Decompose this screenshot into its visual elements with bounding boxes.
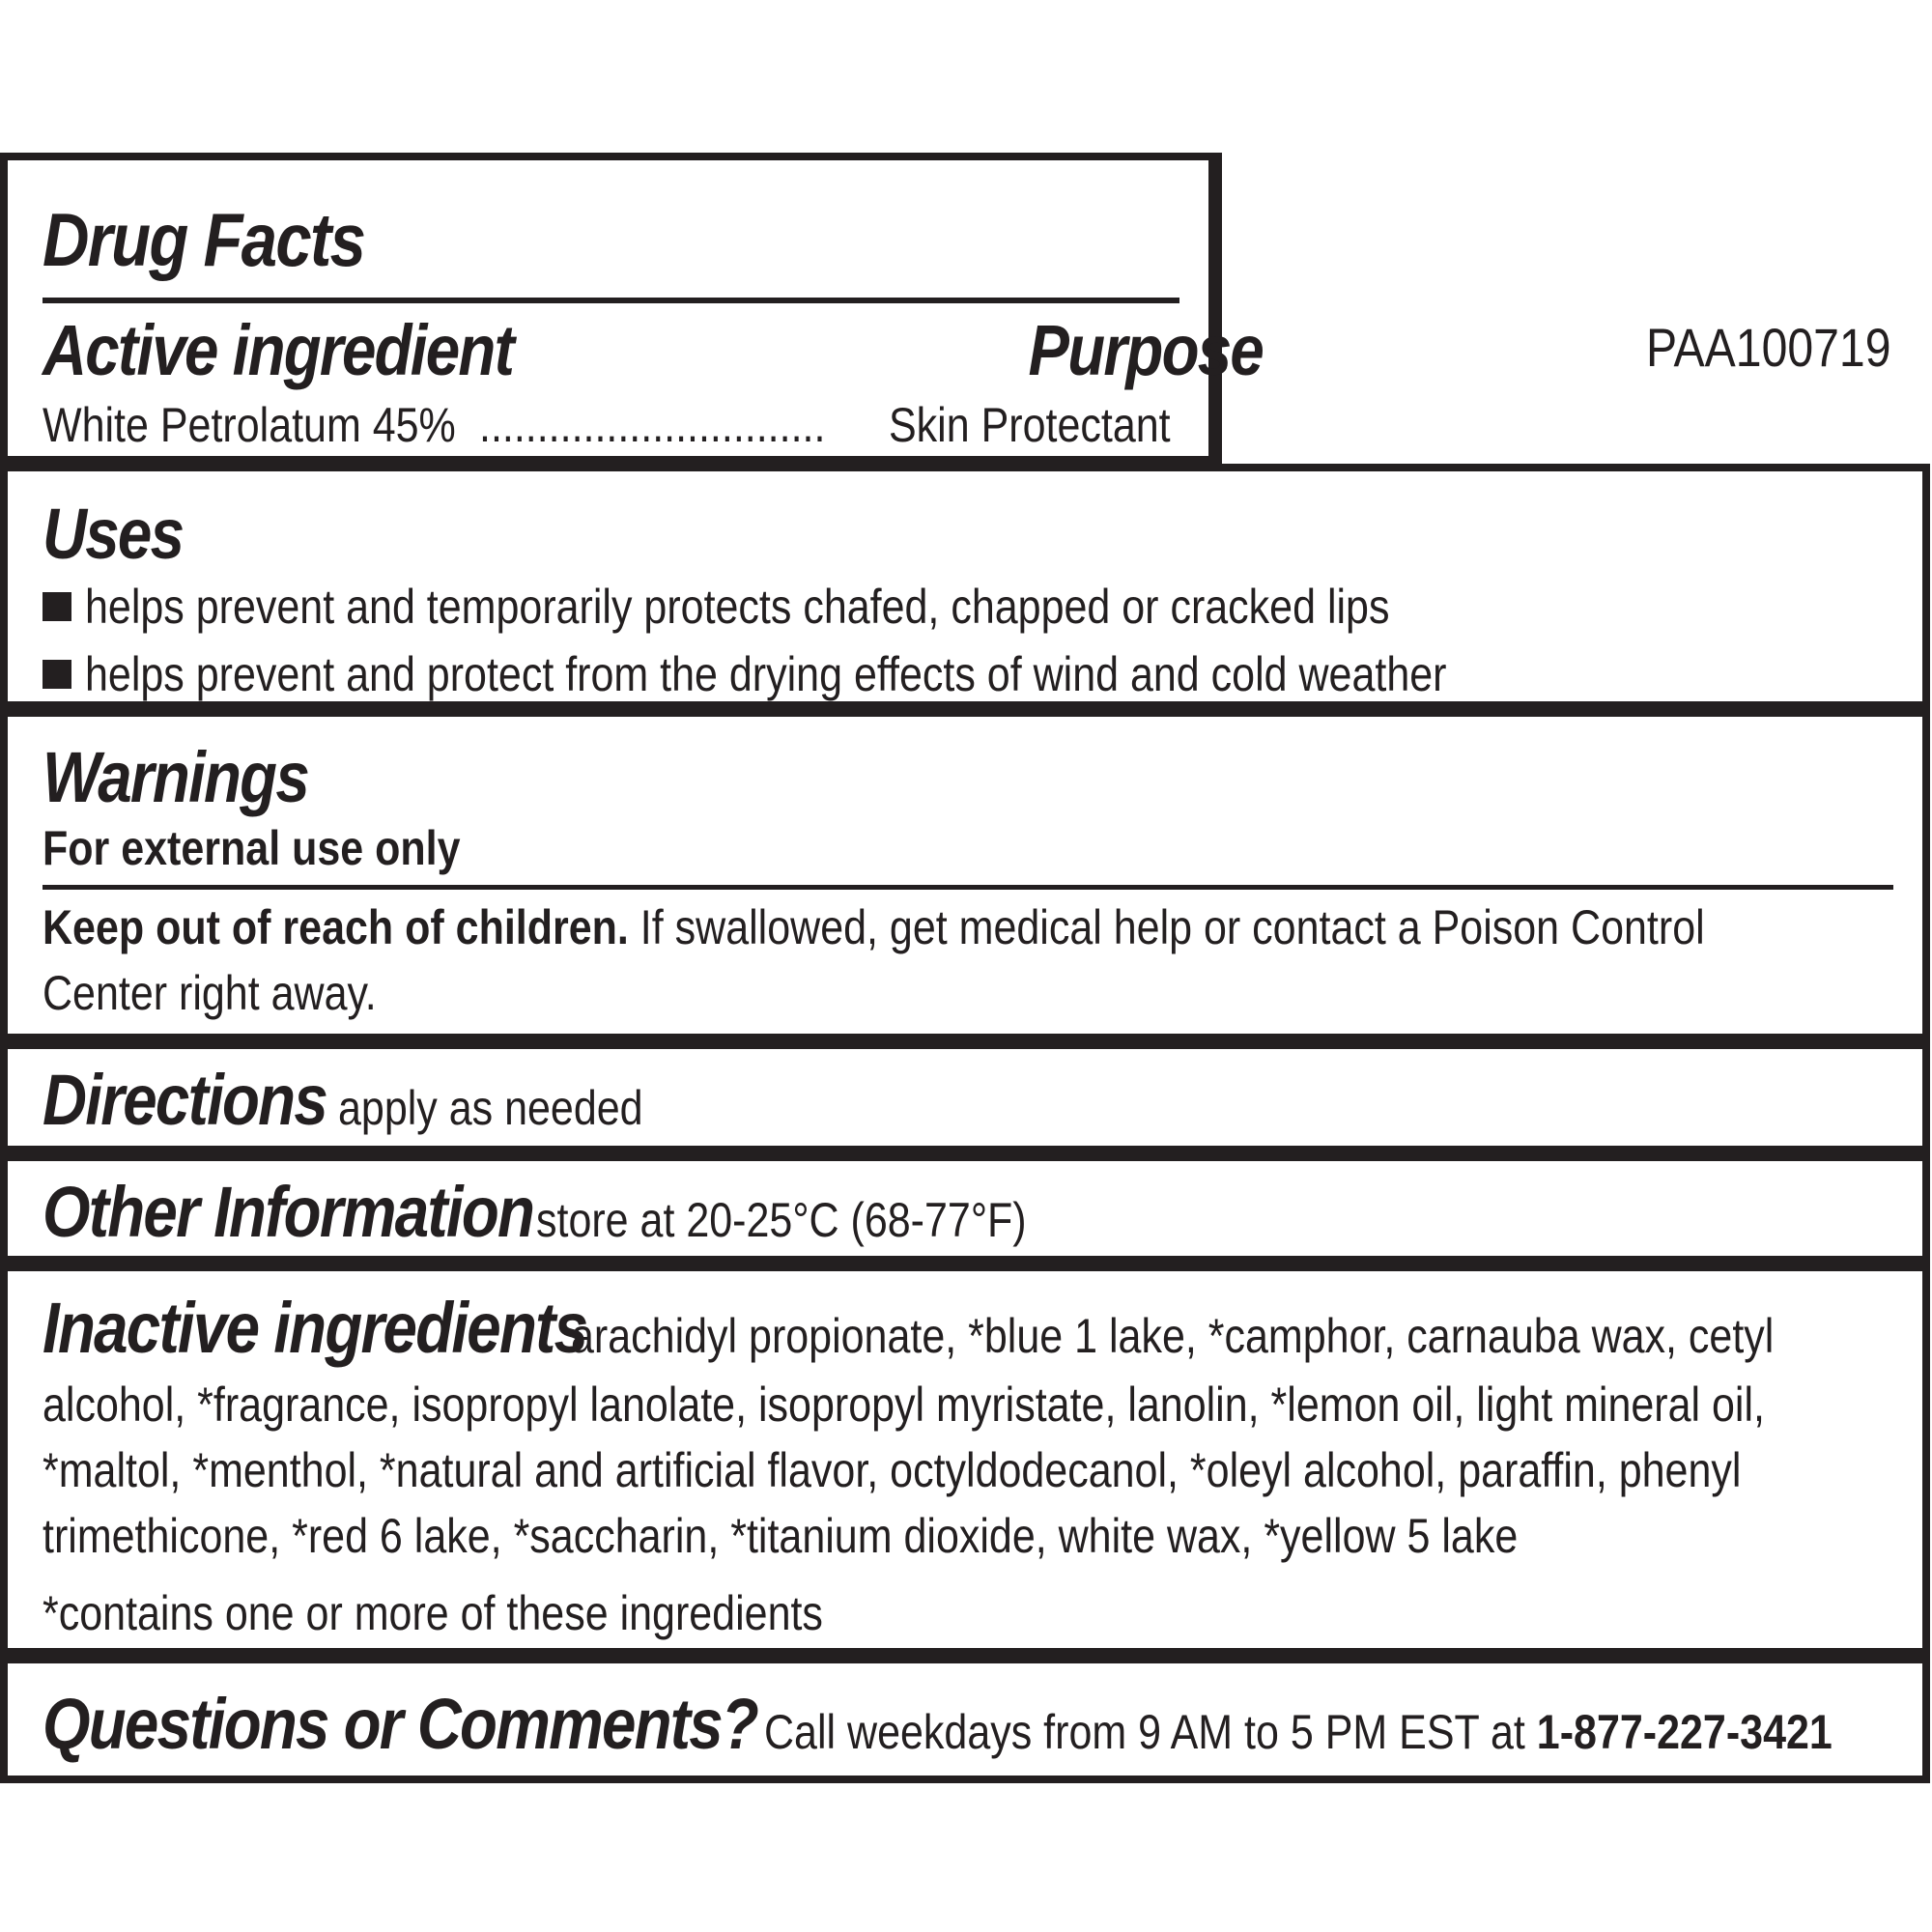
directions-line bbox=[43, 1060, 693, 1158]
inactive-ingredients-heading: Inactive ingredients bbox=[43, 1288, 587, 1368]
inactive-footnote: *contains one or more of these ingredients bbox=[43, 1586, 823, 1640]
questions-text bbox=[764, 1694, 1833, 1770]
directions-heading: Directions bbox=[43, 1060, 327, 1140]
bullet-square-icon bbox=[43, 660, 71, 689]
bullet-square-icon bbox=[43, 592, 71, 621]
questions-call-text: Call weekdays from 9 AM to 5 PM EST at bbox=[764, 1705, 1525, 1759]
warnings-panel bbox=[0, 709, 1930, 1041]
other-information-heading: Other Information bbox=[43, 1172, 534, 1252]
uses-list-item bbox=[43, 645, 1668, 703]
purpose-heading: Purpose bbox=[1028, 310, 1263, 390]
other-information-panel bbox=[0, 1153, 1930, 1264]
lot-code: PAA100719 bbox=[1646, 317, 1891, 378]
uses-item-text: helps prevent and protect from the drying effects of wind and cold weather bbox=[85, 647, 1447, 701]
keep-out-instructions: If swallowed, get medical help or contact a Poison Control bbox=[639, 900, 1705, 954]
questions-panel bbox=[0, 1656, 1930, 1783]
warnings-divider bbox=[43, 885, 1893, 890]
uses-panel bbox=[0, 464, 1930, 709]
questions-heading: Questions or Comments? bbox=[43, 1684, 758, 1764]
questions-phone[interactable]: 1-877-227-3421 bbox=[1536, 1705, 1833, 1759]
active-ingredient-heading: Active ingredient bbox=[43, 310, 514, 390]
inactive-ingredients-panel bbox=[0, 1264, 1930, 1656]
inactive-line-1 bbox=[43, 1288, 1932, 1386]
title-divider bbox=[43, 298, 1179, 303]
active-ingredient-name: White Petrolatum 45% bbox=[43, 398, 456, 452]
uses-item-text: helps prevent and temporarily protects chafed, chapped or cracked lips bbox=[85, 580, 1390, 634]
inactive-line-3: *maltol, *menthol, *natural and artificial flavor, octyldodecanol, *oleyl alcohol, paraffin, phenyl bbox=[43, 1443, 1742, 1497]
directions-text: apply as needed bbox=[338, 1081, 643, 1135]
active-ingredient-purpose: Skin Protectant bbox=[889, 398, 1171, 452]
warnings-heading: Warnings bbox=[43, 737, 309, 817]
keep-out-text bbox=[43, 898, 1705, 956]
questions-line bbox=[43, 1684, 1932, 1782]
external-use-warning: For external use only bbox=[43, 821, 461, 875]
dot-leader: .............................. bbox=[479, 398, 826, 452]
keep-out-line bbox=[43, 898, 1932, 969]
uses-heading: Uses bbox=[43, 494, 184, 574]
drug-facts-title: Drug Facts bbox=[43, 197, 365, 282]
directions-panel bbox=[0, 1041, 1930, 1153]
inactive-line-4: trimethicone, *red 6 lake, *saccharin, *titanium dioxide, white wax, *yellow 5 lake bbox=[43, 1509, 1519, 1563]
other-information-text: store at 20-25°C (68-77°F) bbox=[536, 1193, 1027, 1247]
active-ingredient-row bbox=[43, 396, 1179, 454]
uses-list-item bbox=[43, 578, 1602, 636]
inactive-ingredients-text: arachidyl propionate, *blue 1 lake, *camphor, carnauba wax, cetyl bbox=[571, 1309, 1775, 1363]
inactive-line-2: alcohol, *fragrance, isopropyl lanolate, isopropyl myristate, lanolin, *lemon oil, light mineral oil, bbox=[43, 1378, 1765, 1432]
other-information-line bbox=[43, 1172, 1107, 1270]
keep-out-bold: Keep out of reach of children. bbox=[43, 900, 629, 954]
keep-out-continued: Center right away. bbox=[43, 966, 377, 1020]
drug-facts-header-panel bbox=[0, 153, 1263, 464]
